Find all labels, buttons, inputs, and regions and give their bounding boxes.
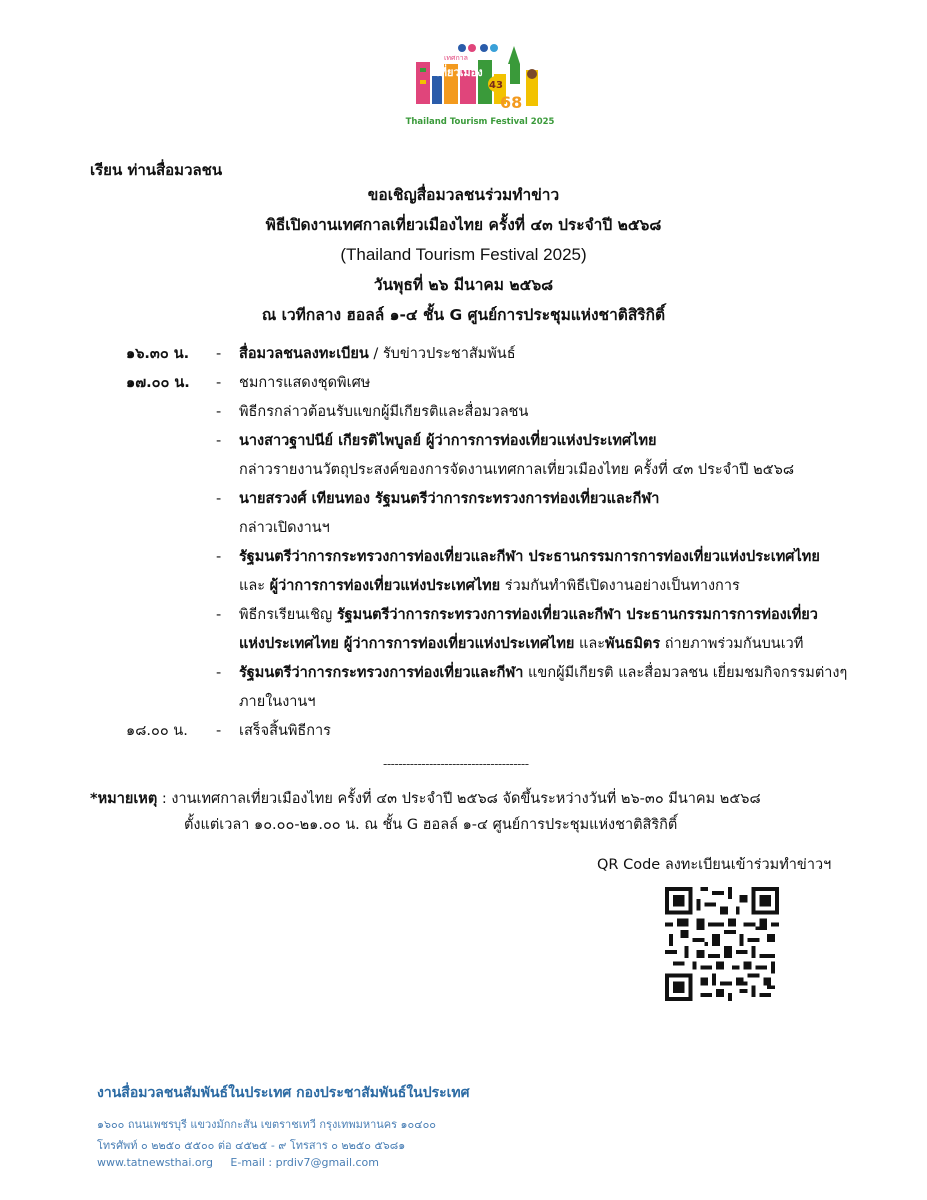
schedule-item-text: เสร็จสิ้นพิธีการ bbox=[239, 723, 331, 739]
schedule-row-cont bbox=[0, 688, 927, 717]
bullet-dash: - bbox=[216, 491, 222, 507]
schedule-item-text: กล่าวเปิดงานฯ bbox=[239, 520, 330, 536]
bullet-dash: - bbox=[216, 723, 222, 739]
footer-web-email[interactable]: www.tatnewsthai.org E-mail : prdiv7@gmail.com bbox=[97, 1156, 379, 1169]
section-divider: -------------------------------------- bbox=[383, 757, 529, 771]
qr-caption: QR Code ลงทะเบียนเข้าร่วมทำข่าวฯ bbox=[597, 857, 832, 873]
invitation-title bbox=[0, 180, 927, 330]
schedule-item-text: ภายในงานฯ bbox=[239, 694, 316, 710]
note-label: *หมายเหตุ bbox=[90, 791, 158, 807]
note-line-1: งานเทศกาลเที่ยวเมืองไทย ครั้งที่ ๔๓ ประจำปี ๒๕๖๘ จัดขึ้นระหว่างวันที่ ๒๖-๓๐ มีนาคม ๒๕๖๘ bbox=[171, 791, 761, 807]
schedule-item-bold: รัฐมนตรีว่าการกระทรวงการท่องเที่ยวและกีฬา bbox=[239, 665, 524, 681]
note-separator: : bbox=[157, 791, 172, 807]
schedule-row bbox=[0, 369, 927, 398]
schedule-row bbox=[0, 398, 927, 427]
schedule-item-text: ถ่ายภาพร่วมกันบนเวที bbox=[660, 636, 804, 652]
note bbox=[90, 785, 761, 813]
title-line-5: ณ เวทีกลาง ฮอลล์ ๑-๔ ชั้น G ศูนย์การประชุมแห่งชาติสิริกิติ์ bbox=[261, 306, 666, 324]
bullet-dash: - bbox=[216, 665, 222, 681]
schedule-item-bold: รัฐมนตรีว่าการกระทรวงการท่องเที่ยวและกีฬา ประธานกรรมการการท่องเที่ยว bbox=[336, 607, 818, 623]
schedule-time: ๑๗.๐๐ น. bbox=[126, 375, 190, 391]
schedule-row bbox=[0, 717, 927, 746]
qr-code-icon[interactable] bbox=[665, 887, 779, 1001]
schedule-item-text: และ bbox=[239, 578, 270, 594]
schedule-row-cont bbox=[0, 572, 927, 601]
schedule-row-cont bbox=[0, 514, 927, 543]
bullet-dash: - bbox=[216, 549, 222, 565]
schedule-item-text: แขกผู้มีเกียรติ และสื่อมวลชน เยี่ยมชมกิจกรรมต่างๆ bbox=[523, 665, 848, 681]
schedule-row bbox=[0, 659, 927, 688]
schedule-item-text: พิธีกรเรียนเชิญ bbox=[239, 607, 337, 623]
logo-line1: เทศกาล bbox=[444, 54, 468, 62]
schedule-item-bold: นางสาวฐาปนีย์ เกียรติไพบูลย์ ผู้ว่าการการท่องเที่ยวแห่งประเทศไทย bbox=[239, 433, 657, 449]
schedule-item-bold: ผู้ว่าการการท่องเที่ยวแห่งประเทศไทย bbox=[269, 578, 501, 594]
title-line-1: ขอเชิญสื่อมวลชนร่วมทำข่าว bbox=[367, 186, 560, 204]
footer-phone: โทรศัพท์ ๐ ๒๒๕๐ ๕๕๐๐ ต่อ ๔๕๒๕ - ๙ โทรสาร ๐ ๒๒๕๐ ๕๖๘๑ bbox=[97, 1139, 406, 1152]
schedule-row bbox=[0, 427, 927, 456]
schedule bbox=[0, 340, 927, 746]
title-line-2: พิธีเปิดงานเทศกาลเที่ยวเมืองไทย ครั้งที่ ๔๓ ประจำปี ๒๕๖๘ bbox=[265, 216, 662, 234]
bullet-dash: - bbox=[216, 607, 222, 623]
bullet-dash: - bbox=[216, 346, 222, 362]
schedule-row bbox=[0, 601, 927, 630]
bullet-dash: - bbox=[216, 404, 222, 420]
schedule-item-text: ชมการแสดงชุดพิเศษ bbox=[239, 375, 371, 391]
footer-title: งานสื่อมวลชนสัมพันธ์ในประเทศ กองประชาสัมพันธ์ในประเทศ bbox=[97, 1085, 470, 1101]
schedule-item-text: พิธีกรกล่าวต้อนรับแขกผู้มีเกียรติและสื่อมวลชน bbox=[239, 404, 529, 420]
bullet-dash: - bbox=[216, 433, 222, 449]
schedule-row bbox=[0, 340, 927, 369]
schedule-row bbox=[0, 485, 927, 514]
footer-address: ๑๖๐๐ ถนนเพชรบุรี แขวงมักกะสัน เขตราชเทวี กรุงเทพมหานคร ๑๐๔๐๐ bbox=[97, 1118, 436, 1131]
festival-logo-icon bbox=[405, 40, 555, 130]
schedule-row bbox=[0, 543, 927, 572]
logo-year: 68 bbox=[500, 93, 523, 112]
schedule-item-bold: พันธมิตร bbox=[605, 636, 661, 652]
salutation: เรียน ท่านสื่อมวลชน bbox=[90, 161, 223, 179]
title-line-4: วันพุธที่ ๒๖ มีนาคม ๒๕๖๘ bbox=[373, 276, 554, 294]
schedule-time: ๑๖.๓๐ น. bbox=[126, 346, 190, 362]
schedule-item-bold: รัฐมนตรีว่าการกระทรวงการท่องเที่ยวและกีฬา ประธานกรรมการการท่องเที่ยวแห่งประเทศไทย bbox=[239, 549, 820, 565]
schedule-time: ๑๘.๐๐ น. bbox=[126, 723, 188, 739]
schedule-row-cont bbox=[0, 630, 927, 659]
schedule-row-cont bbox=[0, 456, 927, 485]
schedule-item-bold: แห่งประเทศไทย ผู้ว่าการการท่องเที่ยวแห่งประเทศไทย bbox=[239, 636, 575, 652]
logo-edition: 43 bbox=[489, 80, 503, 91]
schedule-item-bold: สื่อมวลชนลงทะเบียน bbox=[239, 346, 369, 362]
schedule-item-bold: นายสรวงศ์ เทียนทอง รัฐมนตรีว่าการกระทรวงการท่องเที่ยวและกีฬา bbox=[239, 491, 660, 507]
note-line-2: ตั้งแต่เวลา ๑๐.๐๐-๒๑.๐๐ น. ณ ชั้น G ฮอลล์ ๑-๔ ศูนย์การประชุมแห่งชาติสิริกิติ์ bbox=[184, 817, 678, 833]
logo-line2: เที่ยวเมือง bbox=[436, 66, 483, 79]
bullet-dash: - bbox=[216, 375, 222, 391]
logo-caption: Thailand Tourism Festival 2025 bbox=[405, 117, 555, 127]
schedule-item-text: และ bbox=[574, 636, 606, 652]
schedule-item-text: ร่วมกันทำพิธีเปิดงานอย่างเป็นทางการ bbox=[500, 578, 740, 594]
schedule-item-text: กล่าวรายงานวัตถุประสงค์ของการจัดงานเทศกาลเที่ยวเมืองไทย ครั้งที่ ๔๓ ประจำปี ๒๕๖๘ bbox=[239, 462, 795, 478]
schedule-item-text: / รับข่าวประชาสัมพันธ์ bbox=[368, 346, 516, 362]
title-line-3: (Thailand Tourism Festival 2025) bbox=[340, 245, 587, 264]
